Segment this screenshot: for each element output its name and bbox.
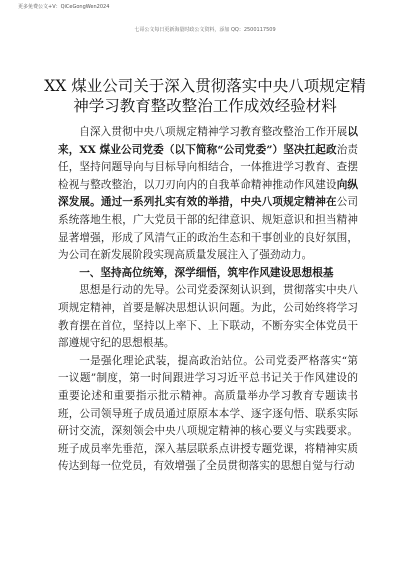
intro-text-b: 以来，XX 煤业公司党委（以下简称“公司党委”）坚决扛起政	[58, 126, 358, 156]
document-body	[58, 124, 358, 476]
paragraph-thought: 思想是行动的先导。公司党委深刻认识到，贯彻落实中央八项规定精神，首要是解决思想认识问题。为此，公司始终将学习教育摆在首位，坚持以上率下、上下联动，不断夯实全体党员干部遵规守纪的思想根基。	[58, 284, 358, 350]
paragraph-intro	[58, 124, 358, 265]
intro-text-e: 公司系统落地生根，广大党员干部的纪律意识、规矩意识和担当精神显著增强，形成了风清气正的政治生态和干事创业的良好氛围，为公司在新发展阶段实现高质量发展注入了强劲动力。	[58, 196, 358, 262]
header-sub-note: 七哥公文每日更新海量时政公文资料，添加 QQ：2500117509	[134, 27, 276, 33]
section-heading-1: 一、坚持高位统筹，深学细悟，筑牢作风建设思想根基	[79, 266, 334, 279]
header-promo-note: 更多免费公文+V：QiCeGongWen2024	[18, 4, 110, 10]
paragraph-theory: 一是强化理论武装，提高政治站位。公司党委严格落实“第一议题”制度，第一时间跟进学习习近平总书记关于作风建设的重要论述和重要指示批示精神。高质量举办学习教育专题读书班，公司领导班子成员通过原原本本学、逐字逐句悟、联系实际研讨交流，深刻领会中央八项规定精神的核心要义与实践要求。班子成员率先垂范，深入基层联系点讲授专题党课，将精神实质传达到每一位党员，有效增强了全员贯彻落实的思想自觉与行动	[58, 354, 358, 473]
intro-text-c: 治责任，坚持问题导向与目标导向相结合，一体推进学习教育、查摆检视与整改整治，以刀刃向内的自我革命精神推动作风建设	[58, 143, 359, 191]
document-title: XX 煤业公司关于深入贯彻落实中央八项规定精神学习教育整改整治工作成效经验材料	[44, 77, 366, 115]
intro-text-a: 自深入贯彻中央八项规定精神学习教育整改整治工作开展	[79, 126, 348, 138]
intro-text-d: 向纵深发展。通过一系列扎实有效的举措，中央八项规定精神在	[58, 178, 358, 209]
